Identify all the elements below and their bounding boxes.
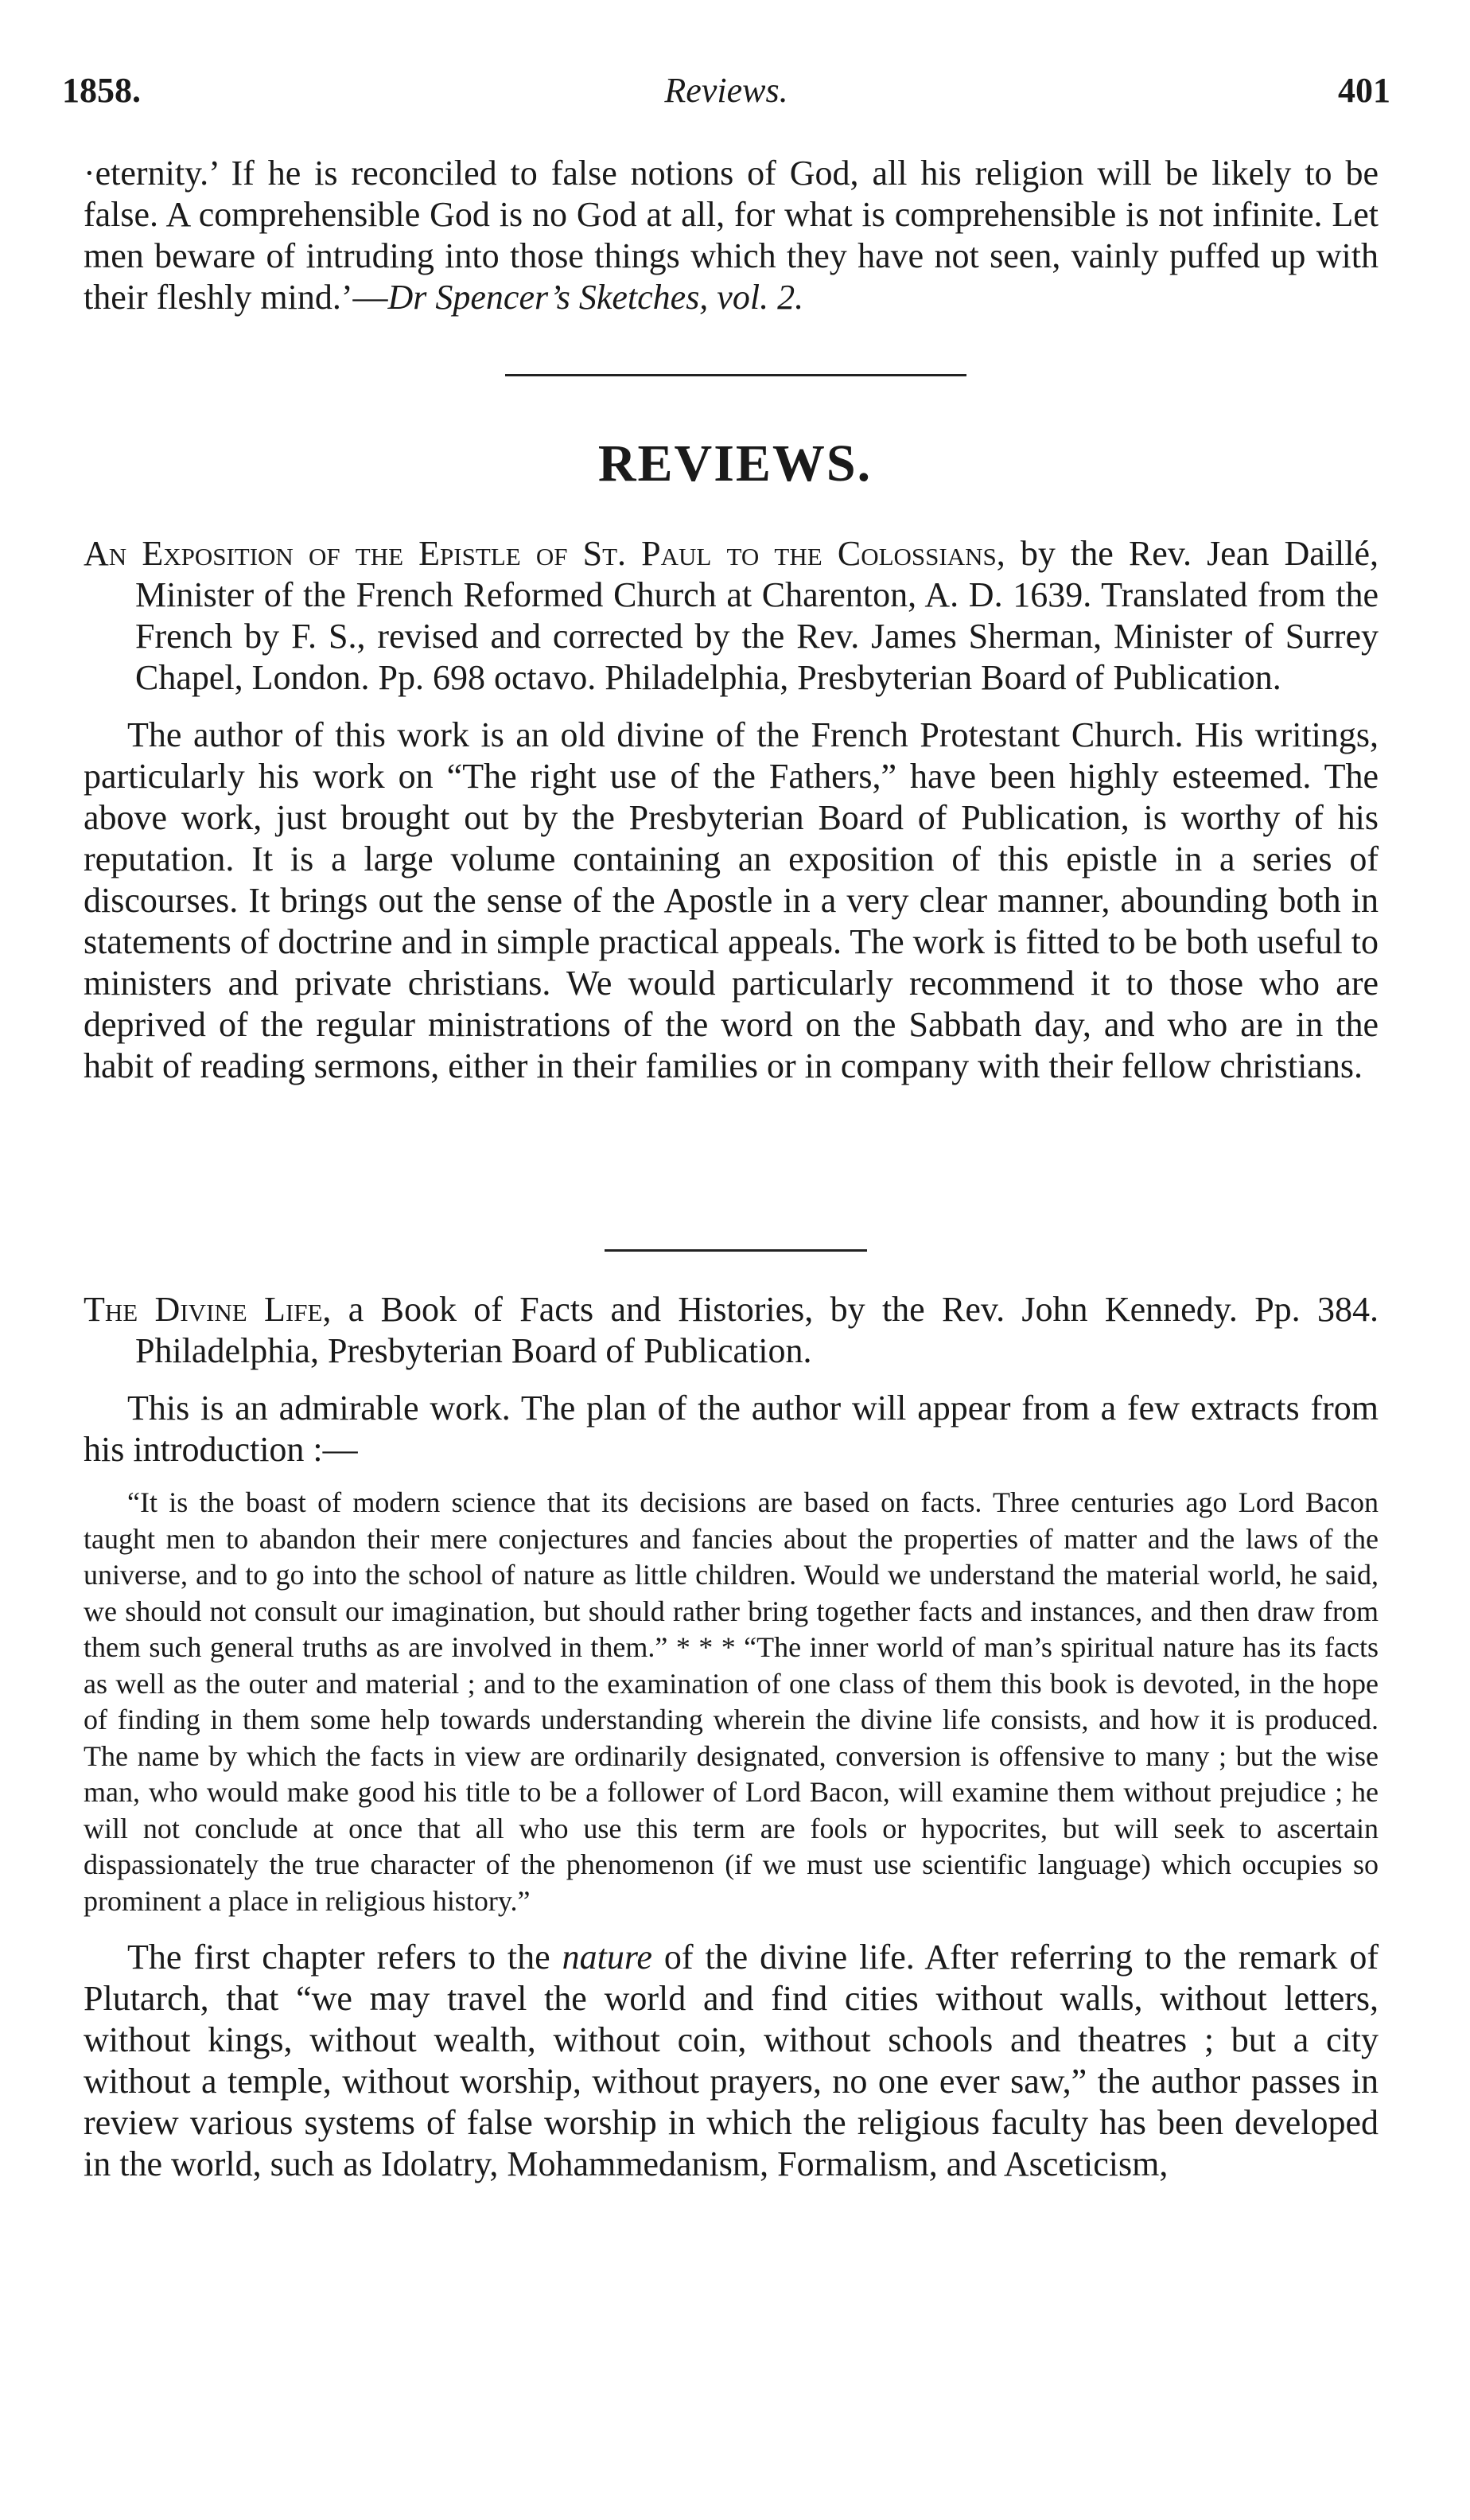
- review-2-body-start: The first chapter refers to the: [127, 1938, 562, 1977]
- running-head-year: 1858.: [62, 71, 141, 110]
- review-1: [84, 533, 1379, 1087]
- review-1-citation-text: by the Rev. Jean Daillé, Minister of the French Reformed Church at Charenton, A. D. 1639. Translated from the French by F. S., revised and corrected by the Rev. James Sherman, Minister of Surrey Chapel, London. Pp. 698 octavo. Philadelphia, Presbyterian Board of Publication.: [135, 534, 1379, 697]
- review-2-citation-text: a Book of Facts and Histories, by the Rev. John Kennedy. Pp. 384. Philadelphia, Presbyterian Board of Publication.: [135, 1290, 1379, 1370]
- review-1-title: An Exposition of the Epistle of St. Paul to the Colossians,: [84, 534, 1005, 573]
- page-number: 401: [1338, 71, 1390, 110]
- review-2-body-end: of the divine life. After referring to the remark of Plutarch, that “we may travel the world and find cities without walls, without letters, without kings, without wealth, without coin, without schools and theatres ; but a city without a temple, without worship, without prayers, no one ever saw,” the author passes in review various systems of false worship in which the religious faculty has been developed in the world, such as Idolatry, Mohammedanism, Formalism, and Asceticism,: [84, 1938, 1379, 2183]
- running-head-title: Reviews.: [664, 71, 788, 110]
- section-heading: REVIEWS.: [597, 434, 873, 493]
- review-2-intro: This is an admirable work. The plan of the author will appear from a few extracts from his introduction :—: [84, 1389, 1379, 1469]
- section-divider-rule: [505, 374, 966, 376]
- running-head: [62, 70, 1390, 126]
- opening-paragraph: [84, 153, 1379, 318]
- review-2-body-italic: nature: [562, 1938, 652, 1977]
- review-1-citation: [84, 533, 1379, 699]
- opening-source: Dr Spencer’s Sketches, vol. 2.: [387, 278, 804, 317]
- review-1-body: The author of this work is an old divine of the French Protestant Church. His writings, particularly his work on “The right use of the Fathers,” have been highly esteemed. The above work, just brought out by the Presbyterian Board of Publication, is worthy of his reputation. It is a large volume containing an exposition of this epistle in a series of discourses. It brings out the sense of the Apostle in a very clear manner, abounding both in statements of doctrine and in simple practical appeals. The work is fitted to be both useful to ministers and private christians. We would particularly recommend it to those who are deprived of the regular ministrations of the word on the Sabbath day, and who are in the habit of reading sermons, either in their families or in company with their fellow christians.: [84, 715, 1379, 1085]
- opening-text: ·eternity.’ If he is reconciled to false notions of God, all his religion will be likely to be false. A comprehensible God is no God at all, for what is comprehensible is not infinite. Let men beware of intruding into those things which they have not seen, vainly puffed up with their fleshly mind.’—: [84, 154, 1379, 317]
- review-2: [84, 1289, 1379, 2185]
- review-divider-rule: [605, 1249, 867, 1252]
- review-2-quote: “It is the boast of modern science that its decisions are based on facts. Three centuries ago Lord Bacon taught men to abandon their mere conjectures and fancies about the properties of matter and the laws of the universe, and to go into the school of nature as little children. Would we understand the material world, he said, we should not consult our imagination, but should rather bring together facts and instances, and then draw from them such general truths as are involved in them.” * * * “The inner world of man’s spiritual nature has its facts as well as the outer and material ; and to the examination of one class of them this book is devoted, in the hope of finding in them some help towards understanding wherein the divine life consists, and how it is produced. The name by which the facts in view are ordinarily designated, conversion is offensive to many ; but the wise man, who would make good his title to be a follower of Lord Bacon, will examine them without prejudice ; he will not conclude at once that all who use this term are fools or hypocrites, but will seek to ascertain dispassionately the true character of the phenomenon (if we must use scientific language) which occupies so prominent a place in religious history.”: [84, 1486, 1379, 1917]
- review-2-body: [84, 1937, 1379, 2185]
- review-2-title: The Divine Life,: [84, 1290, 332, 1329]
- review-2-citation: [84, 1289, 1379, 1372]
